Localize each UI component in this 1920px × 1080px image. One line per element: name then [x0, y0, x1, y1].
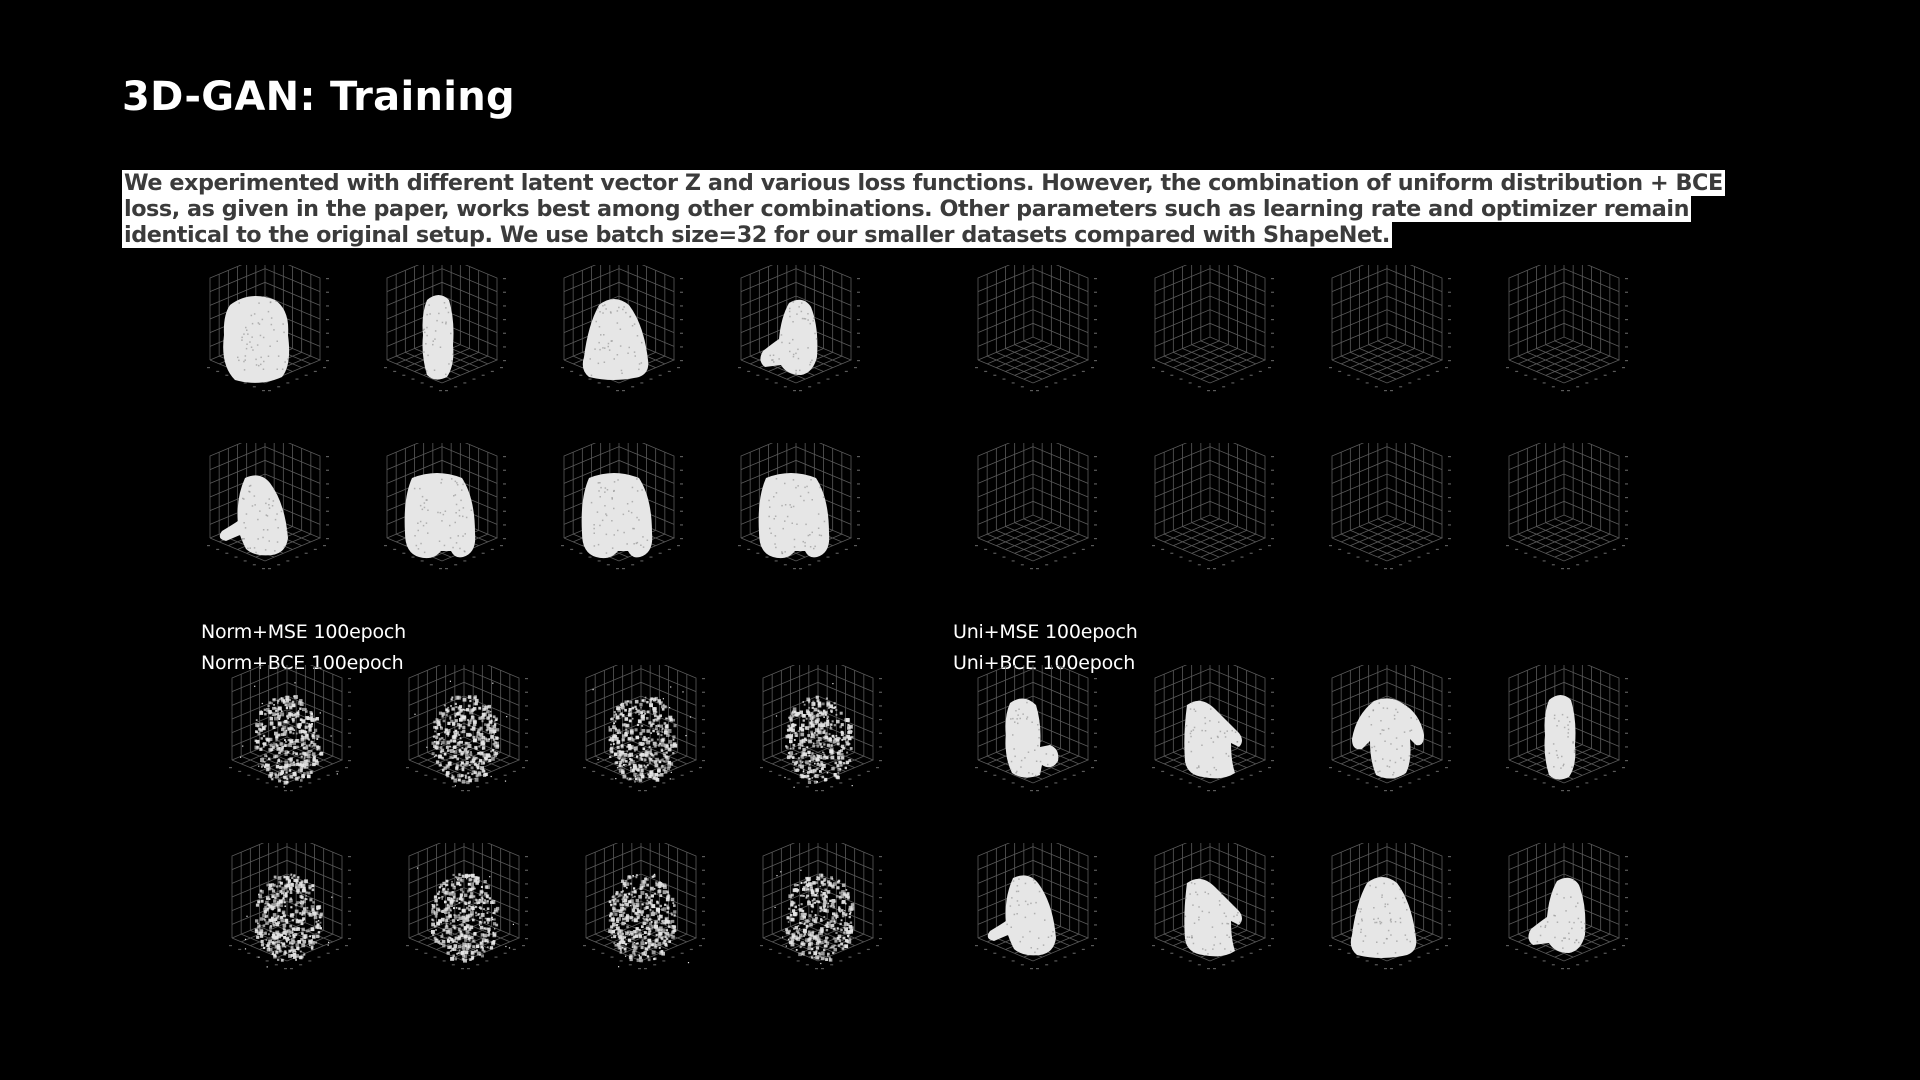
voxel-plot-3-5	[1135, 843, 1285, 1003]
voxel-plot-1-0	[958, 265, 1108, 425]
description-text: We experimented with different latent vector Z and various loss functions. However, the combination of uniform distribution + BCE loss, as given in the paper, works best among other combinations. Other parameters such as learning rate and optimizer remain identical to the original setup. We use batch size=32 for our smaller datasets compared with ShapeNet.	[124, 170, 1723, 248]
voxel-plot-3-2	[1312, 665, 1462, 825]
voxel-plot-0-3	[721, 265, 871, 425]
voxel-plot-0-6	[544, 443, 694, 603]
voxel-plot-1-3	[1489, 265, 1639, 425]
voxel-plot-3-4	[958, 843, 1108, 1003]
voxel-plot-3-7	[1489, 843, 1639, 1003]
slide-title: 3D-GAN: Training	[122, 74, 515, 120]
voxel-plot-2-7	[743, 843, 893, 1003]
label-norm-mse: Norm+MSE 100epoch	[201, 621, 406, 643]
voxel-plot-1-6	[1312, 443, 1462, 603]
voxel-plot-3-3	[1489, 665, 1639, 825]
voxel-plot-3-6	[1312, 843, 1462, 1003]
voxel-plot-0-5	[367, 443, 517, 603]
voxel-plot-1-1	[1135, 265, 1285, 425]
voxel-plot-0-2	[544, 265, 694, 425]
voxel-plot-1-4	[958, 443, 1108, 603]
label-uni-mse: Uni+MSE 100epoch	[953, 621, 1138, 643]
voxel-plot-2-0	[212, 665, 362, 825]
voxel-plot-2-5	[389, 843, 539, 1003]
voxel-plot-0-1	[367, 265, 517, 425]
voxel-plot-1-7	[1489, 443, 1639, 603]
voxel-plot-1-2	[1312, 265, 1462, 425]
label-uni-bce: Uni+BCE 100epoch	[953, 652, 1136, 674]
label-norm-bce: Norm+BCE 100epoch	[201, 652, 404, 674]
voxel-plot-2-3	[743, 665, 893, 825]
slide-description	[122, 170, 1782, 248]
voxel-plot-3-1	[1135, 665, 1285, 825]
voxel-plot-0-7	[721, 443, 871, 603]
voxel-plot-1-5	[1135, 443, 1285, 603]
voxel-plot-0-4	[190, 443, 340, 603]
voxel-plot-0-0	[190, 265, 340, 425]
voxel-plot-2-6	[566, 843, 716, 1003]
voxel-plot-3-0	[958, 665, 1108, 825]
voxel-plot-2-4	[212, 843, 362, 1003]
voxel-plot-2-1	[389, 665, 539, 825]
voxel-plot-2-2	[566, 665, 716, 825]
